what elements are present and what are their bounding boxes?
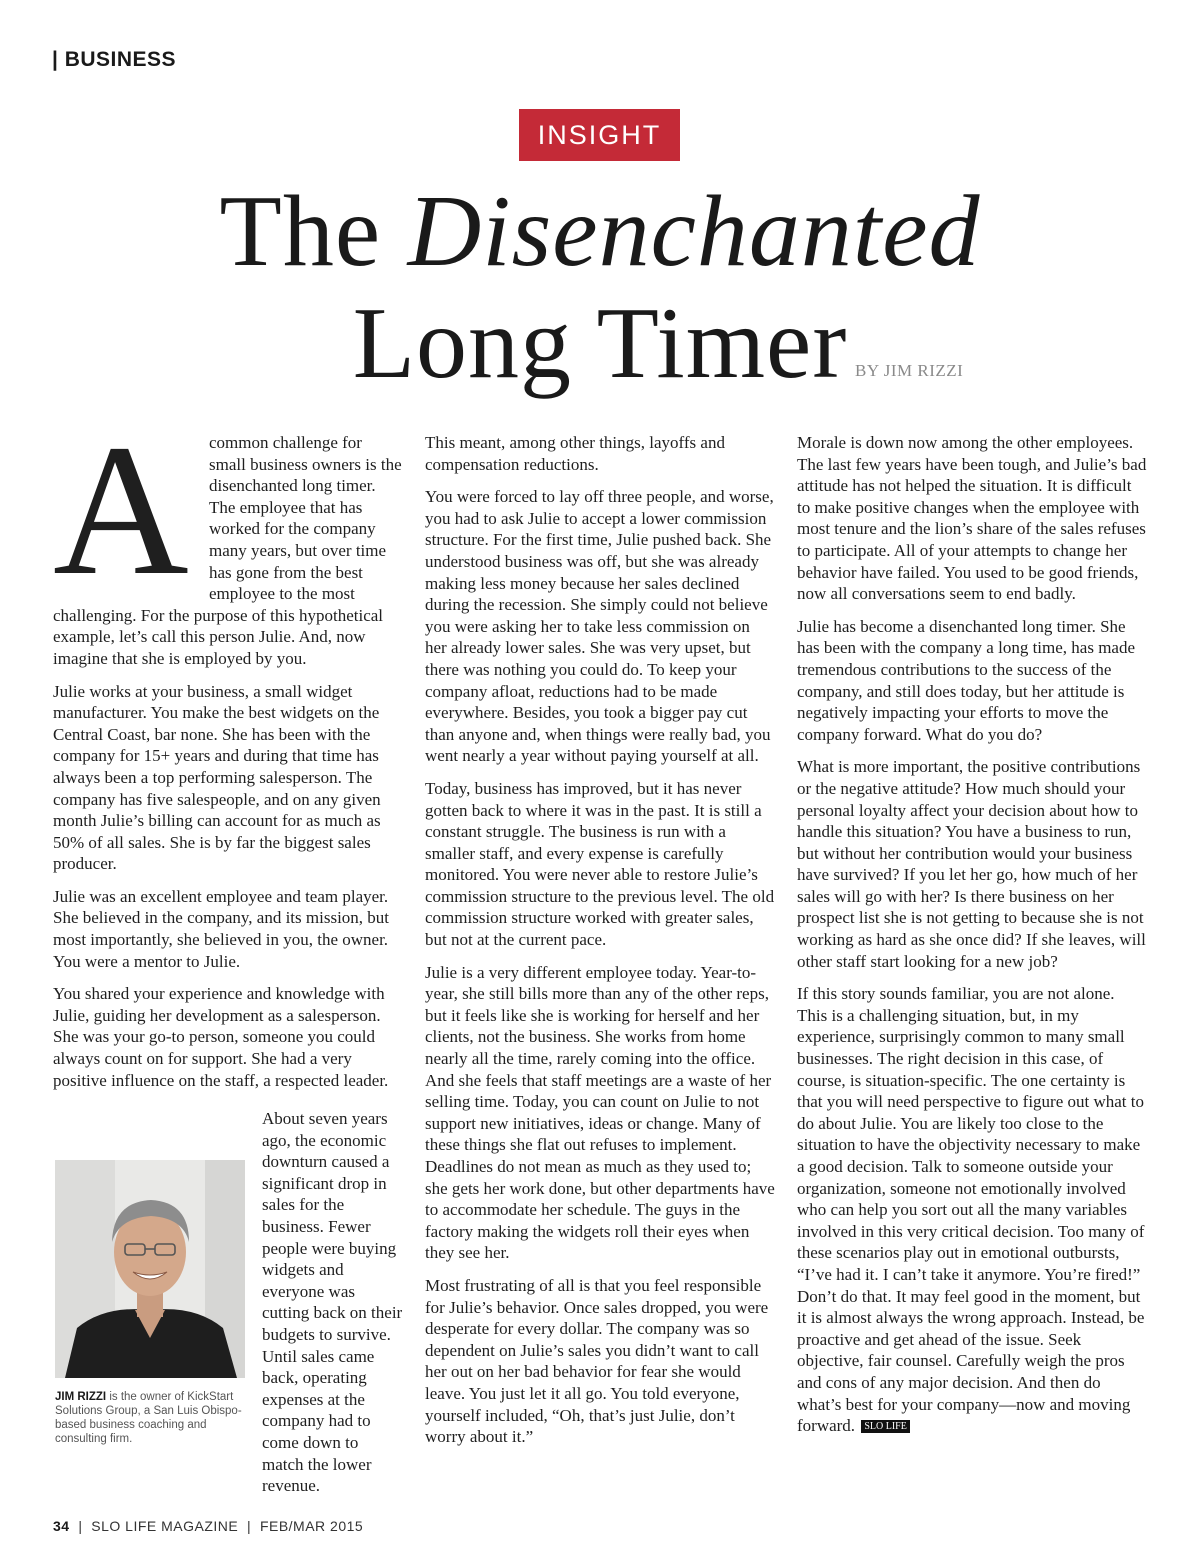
insight-badge: INSIGHT [519,109,680,161]
title-line2: Long Timer [352,287,848,400]
article-column-1-narrow [262,1108,404,1508]
page-footer [53,1518,363,1534]
section-label: | BUSINESS [52,48,177,71]
drop-cap: A [53,405,189,614]
paragraph: Julie was an excellent employee and team player. She believed in the company, and its mission, but most importantly, she believed in you, the owner. You were a mentor to Julie. [53,886,390,971]
byline: BY JIM RIZZI [855,361,964,380]
article-column-3 [797,432,1147,1448]
article-title [0,176,1200,400]
paragraph: Julie is a very different employee today. Year-to-year, she still bills more than any of the other reps, but it feels like she is working for herself and her clients, not the business. She works from home nearly all the time, rarely coming into the office. And she feels that staff meetings are a waste of her selling time. Today, you can count on Julie to not support new initiatives, ideas or change. Many of these things she flat out refuses to implement. Deadlines do not mean as much as they used to; she gets her work done, but other departments have to accommodate her schedule. The guys in the factory making the widgets roll their eyes when they see her. [425,962,775,1263]
title-part1: The [219,175,408,288]
paragraph-final [797,983,1147,1436]
author-caption [55,1390,245,1446]
footer-publication: | SLO LIFE MAGAZINE | FEB/MAR 2015 [69,1518,364,1534]
paragraph: You were forced to lay off three people, and worse, you had to ask Julie to accept a lower commission structure. For the first time, Julie pushed back. She understood business was off, but she was already making less money because her sales declined during the recession. She simply could not believe you were asking her to take less commission on her already lower sales. She was very upset, but there was nothing you could do. To keep your company afloat, reductions had to be made everywhere. Besides, you took a bigger pay cut than anyone and, when things were really bad, you went nearly a year without paying yourself at all. [425,487,774,766]
paragraph: You shared your experience and knowledge with Julie, guiding her development as a salesperson. She was your go-to person, someone you could always count on for support. She had a very positive influence on the staff, a respected leader. [53,984,389,1090]
paragraph: This meant, among other things, layoffs and compensation reductions. [425,433,725,474]
paragraph: Most frustrating of all is that you feel responsible for Julie’s behavior. Once sales dropped, you were desperate for every dollar. The company was so dependent on Julie’s sales you didn’t want to call her out on her bad behavior for fear she would leave. You just let it all go. You told everyone, yourself included, “Oh, that’s just Julie, don’t worry about it.” [425,1275,769,1447]
article-column-1 [53,405,403,1102]
paragraph: common challenge for small business owners is the disenchanted long timer. The employee that has worked for the company many years, but over time has gone from the best employee to the most challenging. For the purpose of this hypothetical example, let’s call this person Julie. And, now imagine that she is employed by you. [53,433,402,668]
end-mark: SLO LIFE [861,1420,910,1433]
paragraph: What is more important, the positive contributions or the negative attitude? How much should your personal loyalty affect your decision about how to handle this situation? You have a business to run, but without her contribution would your business have survived? If you let her go, how much of her sales will go with her? Is there business on her prospect list she is not getting to because she is not working as hard as she once did? If she leaves, will other staff start looking for a new job? [797,757,1146,971]
title-italic: Disenchanted [407,175,981,288]
author-photo [55,1160,245,1378]
paragraph: Julie has become a disenchanted long timer. She has been with the company a long time, has made tremendous contributions to the success of the company, and still does today, but her attitude is negatively impacting your efforts to move the company forward. What do you do? [797,616,1136,744]
final-text: If this story sounds familiar, you are not alone. This is a challenging situation, but, in my experience, surprisingly common to many small businesses. The right decision in this case, of course, is situation-specific. The one certainty is that you will need perspective to figure out what to do about Julie. You are likely too close to the situation to have the objectivity necessary to make a good decision. Talk to someone outside your organization, someone not emotionally involved who can help you sort out all the many variables involved in this very critical decision. Too many of these scenarios play out in emotional outbursts, “I’ve had it. I can’t take it anymore. You’re fired!” Don’t do that. It may feel good in the moment, but it is almost always the wrong approach. Instead, be proactive and get ahead of the issue. Seek objective, fair counsel. Carefully weigh the pros and cons of any major decision. And then do what’s best for your company—now and moving forward. [797,984,1145,1436]
paragraph: Morale is down now among the other employees. The last few years have been tough, and Julie’s bad attitude has not helped the situation. It is difficult to make positive changes when the employee with most tenure and the lion’s share of the sales refuses to participate. All of your attempts to change her behavior have failed. You used to be good friends, now all conversations seem to end badly. [797,433,1147,604]
caption-text: is the owner of KickStart Solutions Group, a San Luis Obispo-based business coaching and consulting firm. [55,1391,242,1445]
article-column-2 [425,432,775,1459]
caption-author-name: JIM RIZZI [55,1391,107,1403]
paragraph: Julie works at your business, a small widget manufacturer. You make the best widgets on the Central Coast, bar none. She has been with the company for 15+ years and during that time has always been a top performing salesperson. The company has five salespeople, and on any given month Julie’s billing can account for as much as 50% of all sales. She is by far the biggest sales producer. [53,681,381,874]
author-portrait-icon [55,1160,245,1378]
paragraph: About seven years ago, the economic downturn caused a significant drop in sales for the business. Fewer people were buying widgets and everyone was cutting back on their budgets to survive. Until sales came back, operating expenses at the company had to come down to match the lower revenue. [262,1109,403,1496]
page-number: 34 [53,1518,70,1534]
paragraph: Today, business has improved, but it has never gotten back to where it was in the past. It is still a constant struggle. The business is run with a smaller staff, and every expense is carefully monitored. You were never able to restore Julie’s commission structure to the previous level. The old commission structure worked with greater sales, but not at the current pace. [425,778,775,950]
